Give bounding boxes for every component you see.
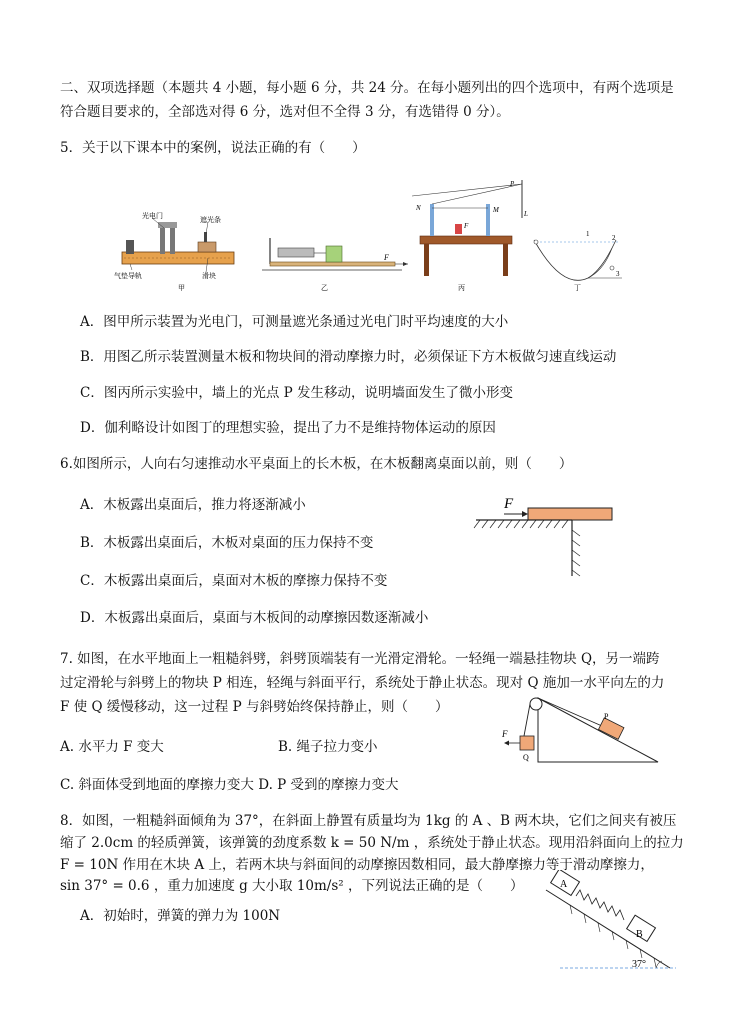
q5-option-b: B．用图乙所示装置测量木板和物块间的滑动摩擦力时，必须保证下方木板做匀速直线运动 [80,349,617,365]
label-P: P [510,180,515,188]
q6-option-b: B．木板露出桌面后，木板对桌面的压力保持不变 [80,535,374,551]
figure-yi [262,238,408,292]
q7-figure [494,686,664,766]
q8-label-angle: 37° [632,959,646,970]
q7-option-cd: C. 斜面体受到地面的摩擦力变大 D. P 受到的摩擦力变大 [60,777,399,793]
q8-line4: sin 37° = 0.6 ，重力加速度 g 大小取 10m/s² ，下列说法正确的是（ ） [60,878,524,894]
section-header-line1: 二、双项选择题（本题共 4 小题，每小题 6 分，共 24 分。在每小题列出的四个选项中，有两个选项是 [60,80,674,96]
q8-label-B: B [636,929,643,940]
q6-option-c: C．木板露出桌面后，桌面对木板的摩擦力保持不变 [80,573,388,589]
label-guangdianmen: 光电门 [142,212,163,220]
q7-label-P: P [604,712,609,721]
label-M: M [493,206,499,214]
q7-line1: 7. 如图，在水平地面上一粗糙斜劈，斜劈顶端装有一光滑定滑轮。一轻绳一端悬挂物块 Q，另一端跨 [60,651,660,667]
q8-line1: 8．如图，一粗糙斜面倾角为 37°，在斜面上静置有质量均为 1kg 的 A 、B 两木块，它们之间夹有被压 [60,813,677,829]
q6-figure [470,490,620,580]
label-huakuai: 滑块 [202,272,216,280]
q7-label-Q: Q [523,753,529,762]
section-header-line2: 符合题目要求的，全部选对得 6 分，选对但不全得 3 分，有选错得 0 分）。 [60,104,510,120]
q8-line2: 缩了 2.0cm 的轻质弹簧，该弹簧的劲度系数 k = 50 N/m ，系统处于静止状态。现用沿斜面向上的拉力 [60,835,684,851]
figure-ding [534,230,622,292]
figure-bing [412,180,528,292]
q8-label-A: A [560,879,568,890]
label-ding: 丁 [574,284,581,292]
q6-stem: 6.如图所示，人向右匀速推动水平桌面上的长木板，在木板翻离桌面以前，则（ ） [60,456,573,472]
label-bing-F: F [464,222,469,230]
label-N: N [416,204,421,212]
label-yi: 乙 [321,284,328,292]
label-jia: 甲 [178,284,185,292]
label-L: L [524,210,528,218]
q6-option-d: D．木板露出桌面后，桌面与木板间的动摩擦因数逐渐减小 [80,610,429,626]
label-bing: 丙 [458,284,465,292]
q5-figures [112,178,632,296]
q7-option-b: B. 绳子拉力变小 [278,739,378,755]
label-zheguangtiao: 遮光条 [200,216,221,224]
q7-line2: 过定滑轮与斜劈上的物块 P 相连，轻绳与斜面平行，系统处于静止状态。现对 Q 施加一水平向左的力 [60,675,665,691]
q8-line3: F = 10N 作用在木块 A 上，若两木块与斜面间的动摩擦因数相同，最大静摩擦力等于滑动摩擦力， [60,857,654,873]
q7-line3: F 使 Q 缓慢移动，这一过程 P 与斜劈始终保持静止，则（ ） [60,699,449,715]
q5-stem: 5．关于以下课本中的案例，说法正确的有（ ） [60,140,366,156]
q7-option-a: A. 水平力 F 变大 [60,739,164,755]
q6-option-a: A．木板露出桌面后，推力将逐渐减小 [80,497,306,513]
label-yi-F: F [384,253,389,262]
label-n2: 2 [612,234,616,242]
q5-option-a: A．图甲所示装置为光电门，可测量遮光条通过光电门时平均速度的大小 [80,314,509,330]
label-n1: 1 [586,230,590,238]
q8-figure [540,870,680,972]
figure-jia [114,211,234,292]
q7-label-F: F [502,729,508,739]
q5-option-c: C．图丙所示实验中，墙上的光点 P 发生移动，说明墙面发生了微小形变 [80,385,513,401]
label-n3: 3 [616,270,620,278]
q5-option-d: D．伽利略设计如图丁的理想实验，提出了力不是维持物体运动的原因 [80,420,496,436]
label-qidian: 气垫导轨 [114,272,142,280]
q6-label-F: F [504,496,514,512]
q8-option-a: A．初始时，弹簧的弹力为 100N [80,908,281,924]
